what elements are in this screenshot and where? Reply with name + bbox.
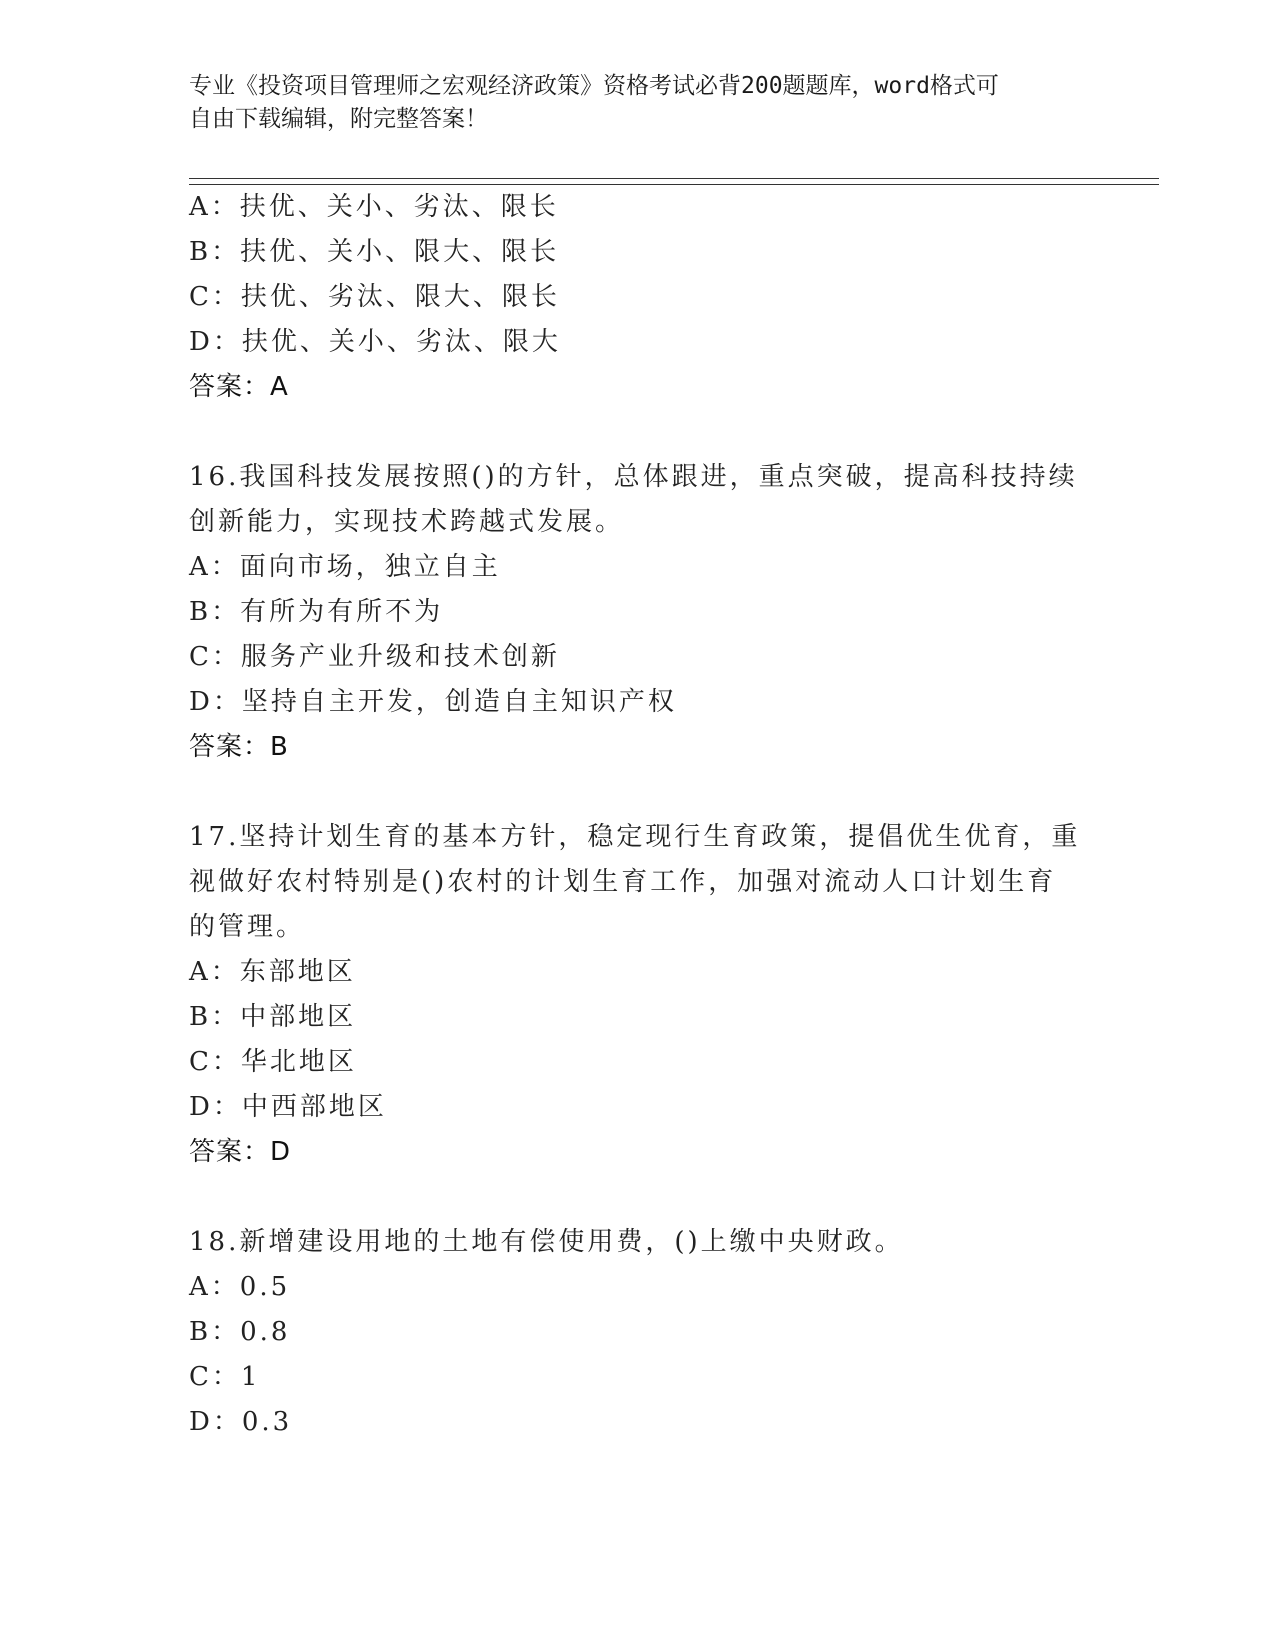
q17-option-d: D：中西部地区 [189,1092,387,1122]
q16-option-c: C：服务产业升级和技术创新 [189,642,560,672]
q17-option-c: C：华北地区 [189,1047,357,1077]
q18-option-b: B：0.8 [189,1317,291,1347]
q15-answer: 答案：A [189,372,289,402]
q16-option-a: A：面向市场，独立自主 [189,552,501,582]
q16-stem-line-2: 创新能力，实现技术跨越式发展。 [189,507,625,537]
q18-stem-line-1: 18.新增建设用地的土地有偿使用费，()上缴中央财政。 [189,1227,904,1257]
q18-option-d: D：0.3 [189,1407,293,1437]
q17-stem-line-3: 的管理。 [189,912,306,942]
header-line-2: 自由下载编辑，附完整答案！ [189,106,488,132]
q17-answer: 答案：D [189,1137,292,1167]
q15-option-d: D：扶优、关小、劣汰、限大 [189,327,561,357]
header-rule-bottom [189,184,1159,185]
q17-option-a: A：东部地区 [189,957,356,987]
q16-answer: 答案：B [189,732,289,762]
q16-stem-line-1: 16.我国科技发展按照()的方针，总体跟进，重点突破，提高科技持续 [189,462,1078,492]
q17-stem-line-1: 17.坚持计划生育的基本方针，稳定现行生育政策，提倡优生优育，重 [189,822,1081,852]
document-header [189,70,1069,136]
q16-option-d: D：坚持自主开发，创造自主知识产权 [189,687,677,717]
q15-option-a: A：扶优、关小、劣汰、限长 [189,192,559,222]
header-rule-top [189,178,1159,179]
header-line-1: 专业《投资项目管理师之宏观经济政策》资格考试必背200题题库，word格式可 [189,73,999,99]
q17-stem-line-2: 视做好农村特别是()农村的计划生育工作，加强对流动人口计划生育 [189,867,1057,897]
q16-option-b: B：有所为有所不为 [189,597,444,627]
q15-option-b: B：扶优、关小、限大、限长 [189,237,560,267]
q18-option-c: C：1 [189,1362,261,1392]
q17-option-b: B：中部地区 [189,1002,357,1032]
q18-option-a: A：0.5 [189,1272,291,1302]
q15-option-c: C：扶优、劣汰、限大、限长 [189,282,560,312]
